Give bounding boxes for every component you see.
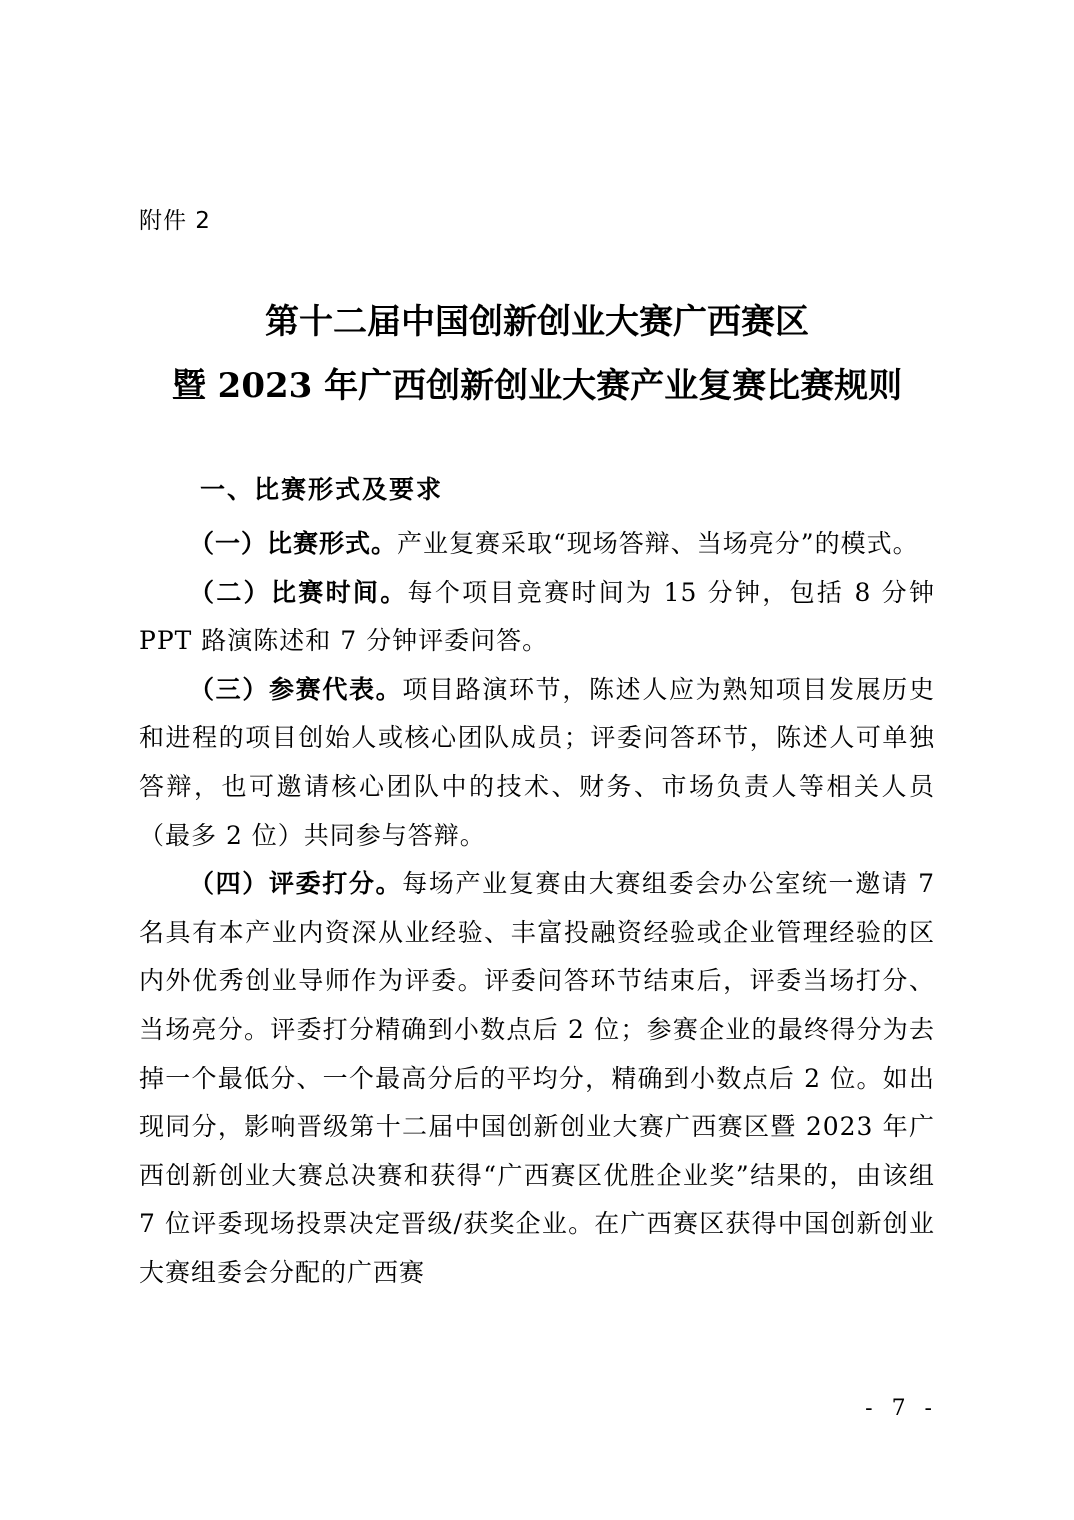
attachment-label: 附件 2 [139,208,211,234]
paragraph-text: 项目路演环节，陈述人应为熟知项目发展历史和进程的项目创始人或核心团队成员；评委问答环节，陈述人可单独答辩，也可邀请核心团队中的技术、财务、市场负责人等相关人员（最多 2 位）共同参与答辩。 [139,674,935,850]
section-heading: 一、比赛形式及要求 [200,475,444,504]
paragraph-text: 每个项目竞赛时间为 15 分钟，包括 8 分钟 PPT 路演陈述和 7 分钟评委问答。 [139,577,935,656]
paragraph-text: 产业复赛采取“现场答辩、当场亮分”的模式。 [397,529,919,558]
paragraph-heading: （三）参赛代表。 [189,674,403,704]
paragraph-text: 每场产业复赛由大赛组委会办公室统一邀请 7 名具有本产业内资深从业经验、丰富投融资经验或企业管理经验的区内外优秀创业导师作为评委。评委问答环节结束后，评委当场打分、当场亮分。评委打分精确到小数点后 2 位；参赛企业的最终得分为去掉一个最低分、一个最高分后的平均分，精确到小数点后 2 位。如出现同分，影响晋级第十二届中国创新创业大赛广西赛区暨 2023 年广西创新创业大赛总决赛和获得“广西赛区优胜企业奖”结果的，由该组 7 位评委现场投票决定晋级/获奖企业。在广西赛区获得中国创新创业大赛组委会分配的广西赛 [139,869,935,1287]
paragraph-heading: （二）比赛时间。 [189,577,408,607]
page-number: - 7 - [865,1396,938,1421]
paragraph-time [139,569,935,666]
document-title-line-1: 第十二届中国创新创业大赛广西赛区 [265,302,809,342]
paragraph-representatives [139,666,935,860]
document-body [139,520,935,1298]
paragraph-format [139,520,935,569]
paragraph-heading: （四）评委打分。 [189,869,403,899]
paragraph-heading: （一）比赛形式。 [189,529,398,558]
paragraph-scoring [139,860,935,1297]
document-title-line-2: 暨 2023 年广西创新创业大赛产业复赛比赛规则 [171,366,903,406]
